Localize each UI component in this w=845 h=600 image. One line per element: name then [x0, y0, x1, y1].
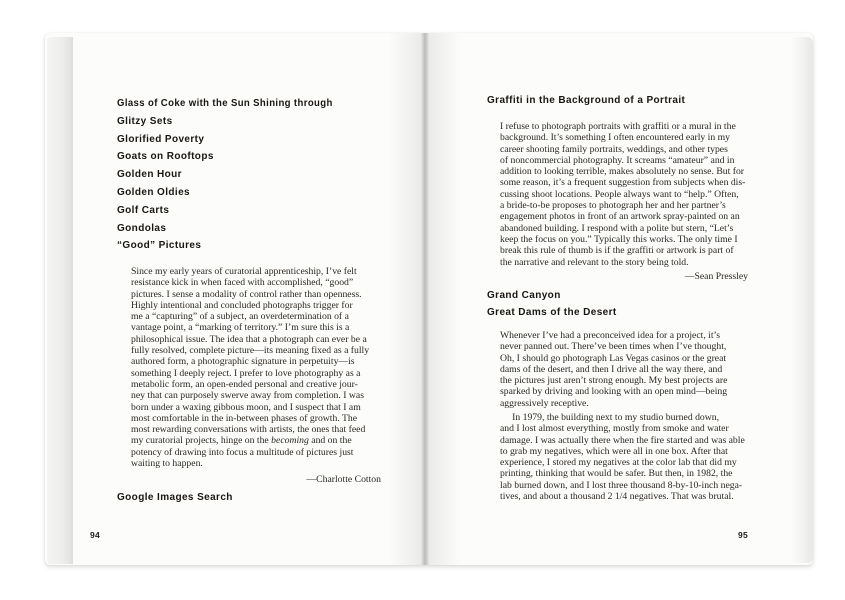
- text-line: of noncommercial photography. It screams “amateur” and in: [500, 154, 735, 166]
- text-line: waiting to happen.: [131, 458, 203, 470]
- text-line: sparked by driving and looking with an open mind—being: [500, 386, 728, 398]
- text-line: resistance kick in when faced with accomplished, “good”: [131, 277, 354, 289]
- text-line: cussing shoot locations. People always want to “help.” Often,: [500, 188, 739, 200]
- text-line: most rewarding conversations with artists, the ones that feed: [131, 424, 366, 436]
- text-line: Golden Oldies: [117, 186, 190, 198]
- text-line: authored form, a photographic signature in perpetuity—is: [131, 356, 355, 368]
- text-line: Since my early years of curatorial apprenticeship, I’ve felt: [131, 266, 357, 277]
- text-line: “Good” Pictures: [117, 240, 202, 252]
- text-line: a bride-to-be proposes to photograph her and her partner’s: [500, 200, 726, 212]
- entry-great-dams: Great Dams of the Desert: [487, 307, 617, 318]
- text-line: abandoned building. I respond with a polite but stern, “Let’s: [500, 222, 734, 234]
- text-line: me a “capturing” of a subject, an overdetermination of a: [131, 311, 349, 323]
- text-line: Glorified Poverty: [117, 133, 205, 145]
- graffiti-paragraph: [500, 121, 748, 268]
- text-line: ney that can purposely swerve away from completion. I was: [131, 390, 364, 402]
- text-line: Highly intentional and concluded photographs trigger for: [131, 299, 353, 311]
- right-page-fore-edge: [792, 37, 813, 563]
- text-line: the narrative and relevant to the story being told.: [500, 256, 689, 268]
- text-line: vantage point, a “marking of territory.” I’m sure this is a: [131, 322, 350, 334]
- text-line: pictures. I sense a modality of control rather than openness.: [131, 288, 362, 300]
- text-line: never panned out. There’ve been times when I’ve thought,: [500, 341, 727, 353]
- text-line: lab burned down, and I lost three thousand 8-by-10-inch nega-: [500, 479, 743, 491]
- text-line: and I lost almost everything, mostly from smoke and water: [500, 423, 729, 435]
- right-page-number: 95: [737, 530, 748, 540]
- left-page-number: 94: [90, 530, 101, 540]
- text-line: to grab my negatives, which were all in one box. After that: [500, 445, 728, 457]
- text-line: most comfortable in the in-between phases of growth. The: [131, 412, 358, 424]
- text-line: Whenever I’ve had a preconceived idea for a project, it’s: [500, 330, 721, 341]
- text-line: background. It’s something I often encountered early in my: [500, 132, 731, 144]
- text-line: career shooting family portraits, weddings, and other types: [500, 143, 728, 155]
- text-line: Glitzy Sets: [117, 115, 173, 127]
- text-line: Golden Hour: [117, 169, 182, 181]
- text-line: tives, and about a thousand 2 1/4 negatives. That was brutal.: [500, 491, 734, 503]
- great-dams-paragraph-2: [500, 412, 748, 502]
- open-book-spread: [45, 33, 813, 565]
- entry-graffiti-heading: Graffiti in the Background of a Portrait: [487, 95, 686, 106]
- text-line: addition to looking terrible, makes absolutely no sense. But for: [500, 166, 745, 178]
- text-line: something I deeply reject. I prefer to love photography as a: [131, 367, 361, 379]
- text-line: potency of drawing into focus a multitude of pictures just: [131, 446, 354, 458]
- text-line: Golf Carts: [117, 204, 170, 216]
- book-spine-gutter-shadow: [389, 33, 461, 565]
- great-dams-paragraph-1: [500, 330, 748, 409]
- text-line: metabolic form, an open-ended personal and creative jour-: [131, 378, 358, 390]
- text-line: damage. I was actually there when the fire started and was able: [500, 434, 745, 446]
- text-line: In 1979, the building next to my studio burned down,: [500, 412, 720, 423]
- text-line: my curatorial projects, hinge on the becoming and on the: [131, 435, 352, 447]
- text-line: engagement photos in front of an artwork spray-painted on an: [500, 211, 740, 223]
- text-line: Oh, I should go photograph Las Vegas casinos or the great: [500, 352, 727, 364]
- entry-google-images-search: Google Images Search: [117, 492, 233, 503]
- text-line: Goats on Rooftops: [117, 151, 214, 163]
- glossary-entry-list: [117, 95, 333, 255]
- text-line: some reason, it’s a frequent suggestion from subjects when dis-: [500, 177, 746, 189]
- text-line: keep the focus on you.” Typically this works. The only time I: [500, 233, 738, 245]
- text-line: philosophical issue. The idea that a photograph can ever be a: [131, 333, 367, 345]
- text-line: break this rule of thumb is if the graffiti or artwork is part of: [500, 245, 734, 257]
- text-line: experience, I stored my negatives at the color lab that did my: [500, 457, 737, 469]
- text-line: Gondolas: [117, 222, 167, 234]
- attribution-charlotte-cotton: —Charlotte Cotton: [306, 474, 381, 485]
- text-line: printing, thinking that would be safer. But then, in 1982, the: [500, 468, 733, 480]
- attribution-sean-pressley: —Sean Pressley: [684, 271, 748, 282]
- text-line: the pictures just aren’t strong enough. My best projects are: [500, 375, 728, 387]
- text-line: fully resolved, complete picture—its meaning fixed as a fully: [131, 345, 370, 357]
- entry-grand-canyon: Grand Canyon: [487, 290, 561, 301]
- text-line: aggressively receptive.: [500, 397, 589, 409]
- text-line: born under a waxing gibbous moon, and I suspect that I am: [131, 401, 361, 413]
- left-page-fore-edge: [47, 37, 73, 564]
- text-line: Glass of Coke with the Sun Shining through: [117, 98, 333, 109]
- good-pictures-paragraph: [131, 266, 381, 469]
- text-line: I refuse to photograph portraits with graffiti or a mural in the: [500, 121, 736, 132]
- text-line: dams of the desert, and then I drive all the way there, and: [500, 363, 723, 375]
